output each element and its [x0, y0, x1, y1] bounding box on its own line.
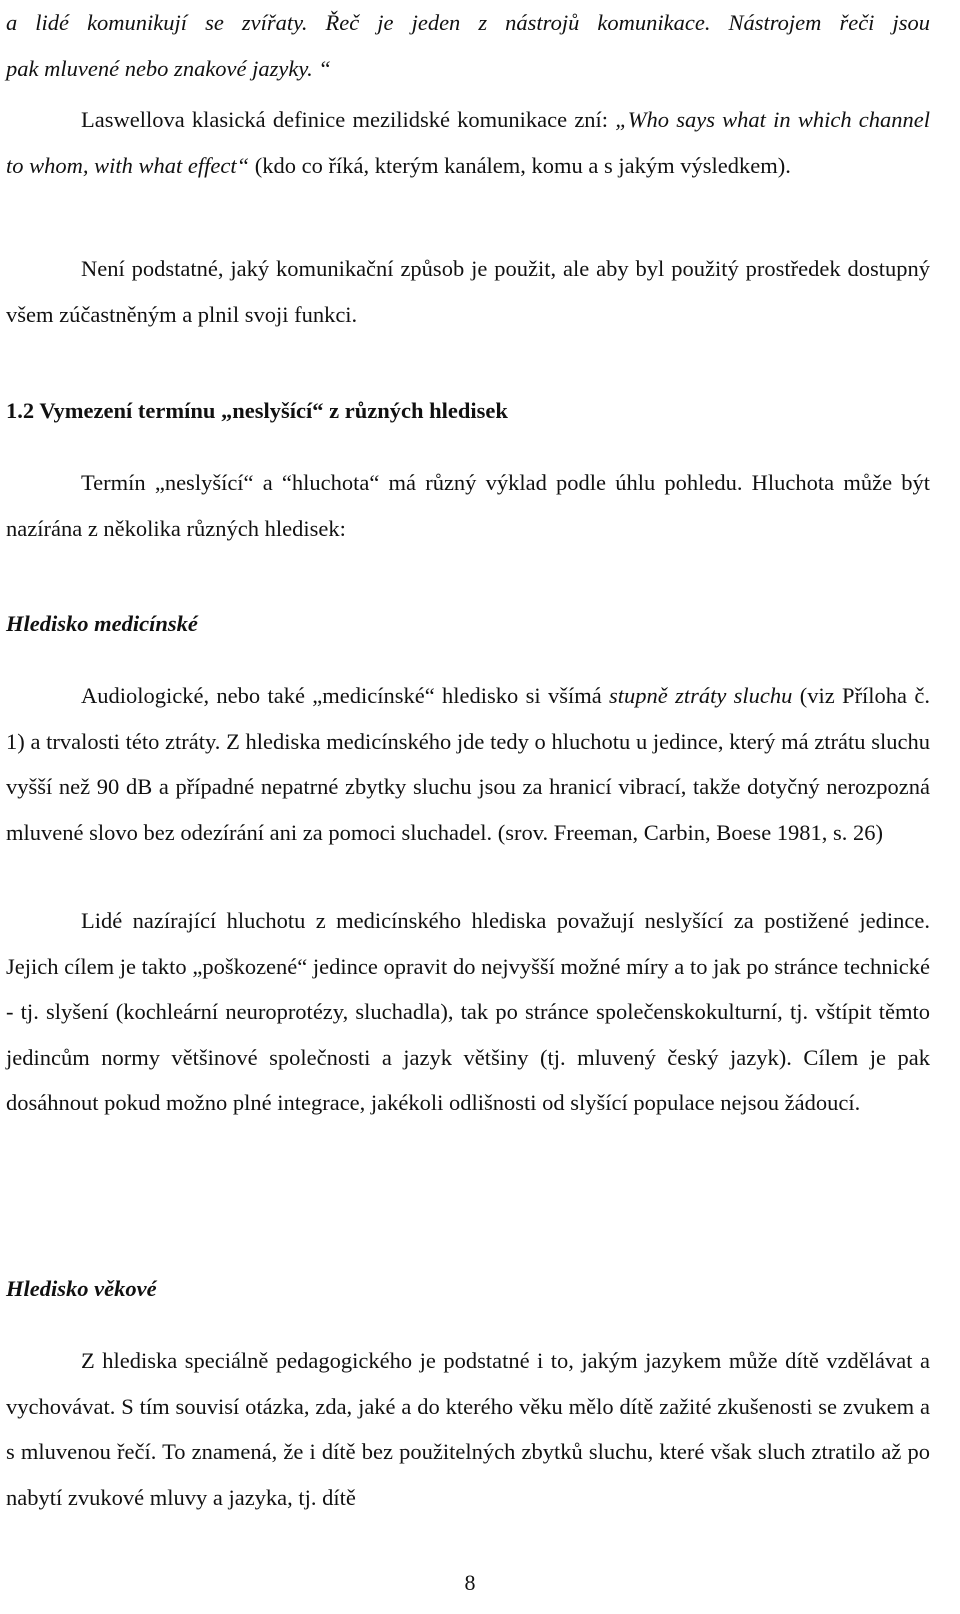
medical-p1-emphasis: stupně ztráty sluchu [609, 683, 793, 708]
medical-heading: Hledisko medicínské [6, 611, 198, 636]
medical-p1-pre: Audiologické, nebo také „medicínské“ hledisko si všímá [81, 683, 610, 708]
page-number: 8 [464, 1570, 476, 1595]
laswell-paragraph [6, 97, 930, 188]
age-heading: Hledisko věkové [6, 1276, 157, 1301]
laswell-quote: „Who says what in which channel to whom, with what effect“ [6, 107, 931, 178]
intro-block [6, 0, 930, 91]
laswell-pre: Laswellova klasická definice mezilidské komunikace zní: [81, 107, 616, 132]
intro-line-1: a lidé komunikují se zvířaty. Řeč je jeden z nástrojů komunikace. Nástrojem řeči jsou [6, 10, 930, 35]
term-paragraph: Termín „neslyšící“ a “hluchota“ má různý výklad podle úhlu pohledu. Hluchota může být nazírána z několika různých hledisek: [6, 470, 930, 541]
medical-paragraph-2: Lidé nazírající hluchotu z medicínského hlediska považují neslyšící za postižené jedince. Jejich cílem je takto „poškozené“ jedince opravit do nejvyšší možné míry a to jak po stránce technické - tj. slyšení (kochleární neuroprotézy, sluchadla), tak po stránce společenskokulturní, tj. vštípit těmto jedincům normy většinové společnosti a jazyk většiny (tj. mluvený český jazyk). Cílem je pak dosáhnout pokud možno plné integrace, jakékoli odlišnosti od slyšící populace nejsou žádoucí. [6, 908, 930, 1115]
method-paragraph: Není podstatné, jaký komunikační způsob je použit, ale aby byl použitý prostředek dostupný všem zúčastněným a plnil svoji funkci. [6, 256, 930, 327]
laswell-post: (kdo co říká, kterým kanálem, komu a s jakým výsledkem). [249, 152, 791, 178]
section-heading: 1.2 Vymezení termínu „neslyšící“ z různých hledisek [6, 398, 508, 423]
medical-p1-post: (viz Příloha č. 1) a trvalosti této ztráty. Z hlediska medicínského jde tedy o hluchotu u jedince, který má ztrátu sluchu vyšší než 90 dB a případné nepatrné zbytky sluchu jsou za hranicí vibrací, takže dotyčný nerozpozná mluvené slovo bez odezírání ani za pomoci sluchadel. (srov. Freeman, Carbin, Boese 1981, s. 26) [6, 683, 930, 845]
age-paragraph-1: Z hlediska speciálně pedagogického je podstatné i to, jakým jazykem může dítě vzdělávat a vychovávat. S tím souvisí otázka, zda, jaké a do kterého věku mělo dítě zažité zkušenosti se zvukem a s mluvenou řečí. To znamená, že i dítě bez použitelných zbytků sluchu, které však sluch ztratilo až po nabytí zvukové mluvy a jazyka, tj. dítě [6, 1348, 930, 1510]
intro-line-2: pak mluvené nebo znakové jazyky. “ [6, 55, 331, 81]
medical-paragraph-1 [6, 673, 930, 855]
